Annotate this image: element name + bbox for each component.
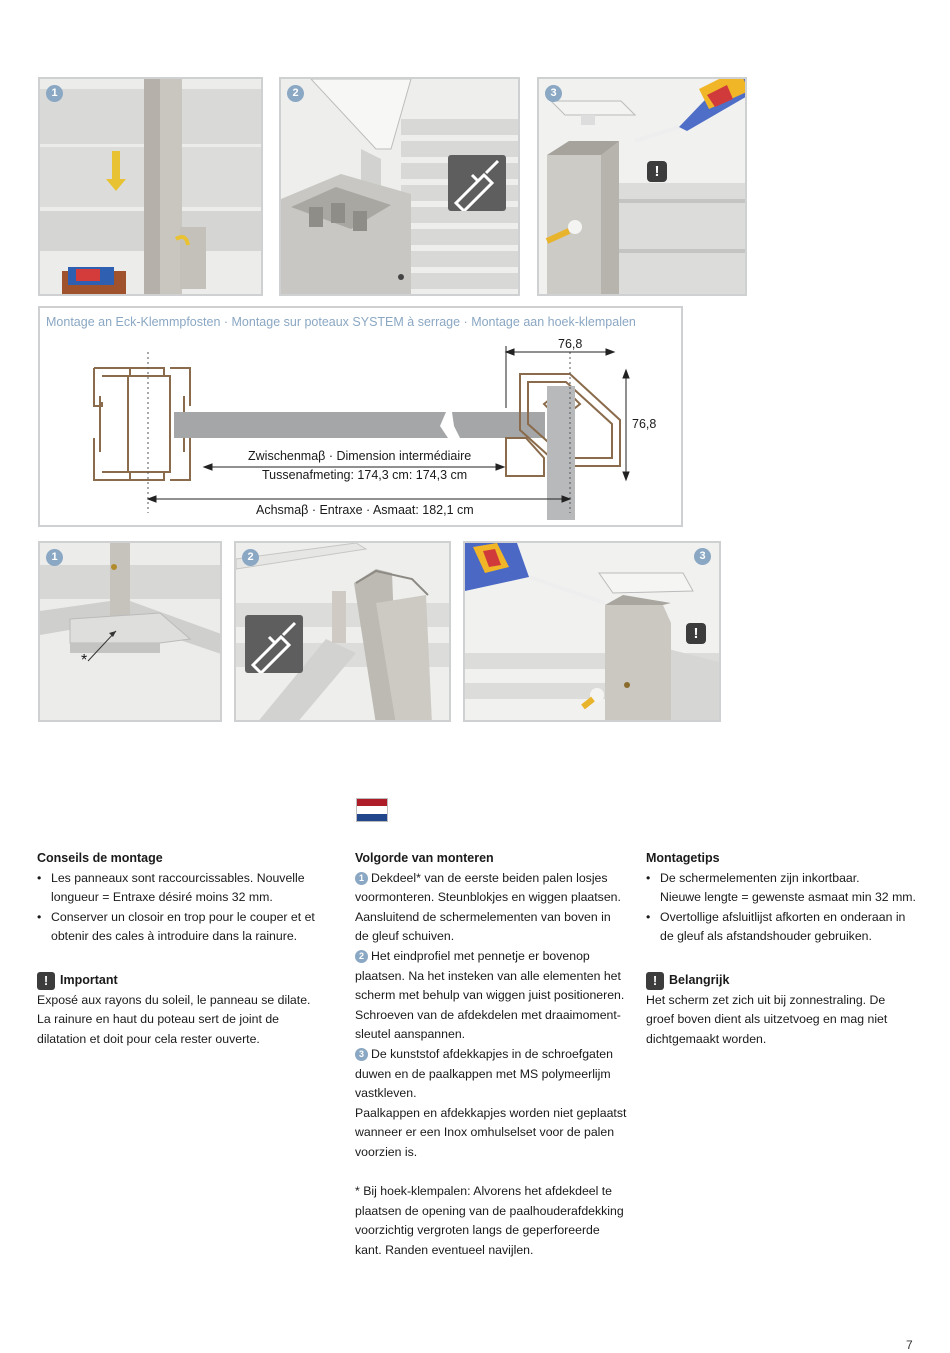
caulking-gun-icon — [245, 615, 303, 673]
step-badge: 2 — [242, 549, 259, 566]
step-badge: 3 — [545, 85, 562, 102]
list-item-line: De schermelementen zijn inkortbaar. — [660, 870, 860, 885]
column-heading: Montagetips — [646, 851, 720, 865]
list-item-line: Nieuwe lengte = gewenste asmaat min 32 mm. — [660, 890, 916, 905]
dimension-height: 76,8 — [632, 417, 657, 431]
list-item: • Overtollige afsluitlijst afkorten en onderaan in de gleuf als afstandshouder gebruiken. — [646, 908, 916, 947]
photo-bottom-2 — [234, 541, 451, 722]
important-heading — [646, 971, 916, 991]
step-badge: 3 — [694, 548, 711, 565]
caulking-gun-icon — [448, 155, 506, 211]
inner-dimension-label: Zwischenmaβ · Dimension intermédiaire — [248, 449, 472, 463]
step-1-text: Dekdeel* van de eerste beiden palen losjes voormonteren. Steunblokjes en wiggen plaatsen. Aansluitend de schermelementen van boven in de gleuf schuiven. — [355, 870, 621, 944]
asterisk-marker: * — [81, 652, 88, 669]
corner-post-diagram — [38, 306, 683, 527]
step-3-text: De kunststof afdekkapjes in de schroefgaten duwen en de paalkappen met MS polymeerlijm vastkleven. — [355, 1046, 613, 1101]
step-2 — [355, 947, 627, 1045]
warning-icon: ! — [647, 161, 667, 182]
photo-top-2 — [279, 77, 520, 296]
column-tips — [646, 849, 916, 1049]
step-1 — [355, 869, 627, 947]
column-heading: Volgorde van monteren — [355, 851, 494, 865]
important-heading — [37, 971, 322, 991]
post-cap-illustration — [539, 79, 747, 296]
important-text: Exposé aux rayons du soleil, le panneau se dilate. La rainure en haut du poteau sert de joint de dilatation et doit pour cela rester ouverte. — [37, 992, 311, 1046]
column-heading: Conseils de montage — [37, 851, 163, 865]
dimension-width: 76,8 — [558, 337, 583, 351]
photo-top-3 — [537, 77, 747, 296]
panel-slide-illustration — [40, 79, 263, 296]
page-number: 7 — [906, 1338, 913, 1352]
column-french — [37, 849, 322, 1049]
warning-icon: ! — [646, 972, 664, 990]
dutch-flag-icon — [356, 798, 388, 822]
inner-dimension-value: Tussenafmeting: 174,3 cm: 174,3 cm — [262, 468, 468, 482]
important-title: Important — [60, 972, 118, 987]
cross-section-drawing — [40, 308, 685, 529]
step-badge: 1 — [46, 85, 63, 102]
column-dutch — [355, 849, 627, 1260]
important-text: Het scherm zet zich uit bij zonnestraling. De groef boven dient als uitzetvoeg en mag niet dichtgemaakt worden. — [646, 992, 888, 1046]
list-item: • Les panneaux sont raccourcissables. Nouvelle longueur = Entraxe désiré moins 32 mm. — [37, 869, 322, 908]
list-item: • Conserver un closoir en trop pour le couper et et obtenir des cales à introduire dans la rainure. — [37, 908, 322, 947]
axis-dimension-label: Achsmaβ · Entraxe · Asmaat: 182,1 cm — [256, 503, 474, 517]
diagram-title: Montage an Eck-Klemmpfosten · Montage sur poteaux SYSTEM à serrage · Montage aan hoek-klempalen — [46, 315, 636, 329]
step-badge: 2 — [287, 85, 304, 102]
important-title: Belangrijk — [669, 972, 730, 987]
step-2-text: Het eindprofiel met pennetje er bovenop plaatsen. Na het insteken van alle elementen het scherm met behulp van wiggen juist positioneren. Schroeven van de afdekdelen met draaimoment-sleutel aanspannen. — [355, 948, 625, 1042]
step-number: 2 — [355, 950, 368, 963]
corner-cap-illustration — [465, 543, 721, 722]
footnote: * Bij hoek-klempalen: Alvorens het afdekdeel te plaatsen de opening van de paalhouderafdekking voorzichtig vergroten langs de geperforeerde kant. Randen eventueel navijlen. — [355, 1184, 624, 1257]
warning-icon: ! — [686, 623, 706, 644]
list-item — [646, 869, 916, 908]
photo-bottom-3 — [463, 541, 721, 722]
photo-bottom-1 — [38, 541, 222, 722]
warning-icon: ! — [37, 972, 55, 990]
photo-top-1 — [38, 77, 263, 296]
step-number: 1 — [355, 872, 368, 885]
step-3 — [355, 1045, 627, 1104]
corner-base-illustration — [40, 543, 222, 722]
step-badge: 1 — [46, 549, 63, 566]
step-number: 3 — [355, 1048, 368, 1061]
extra-note: Paalkappen en afdekkapjes worden niet geplaatst wanneer er een Inox omhulselset voor de palen voorzien is. — [355, 1105, 627, 1159]
